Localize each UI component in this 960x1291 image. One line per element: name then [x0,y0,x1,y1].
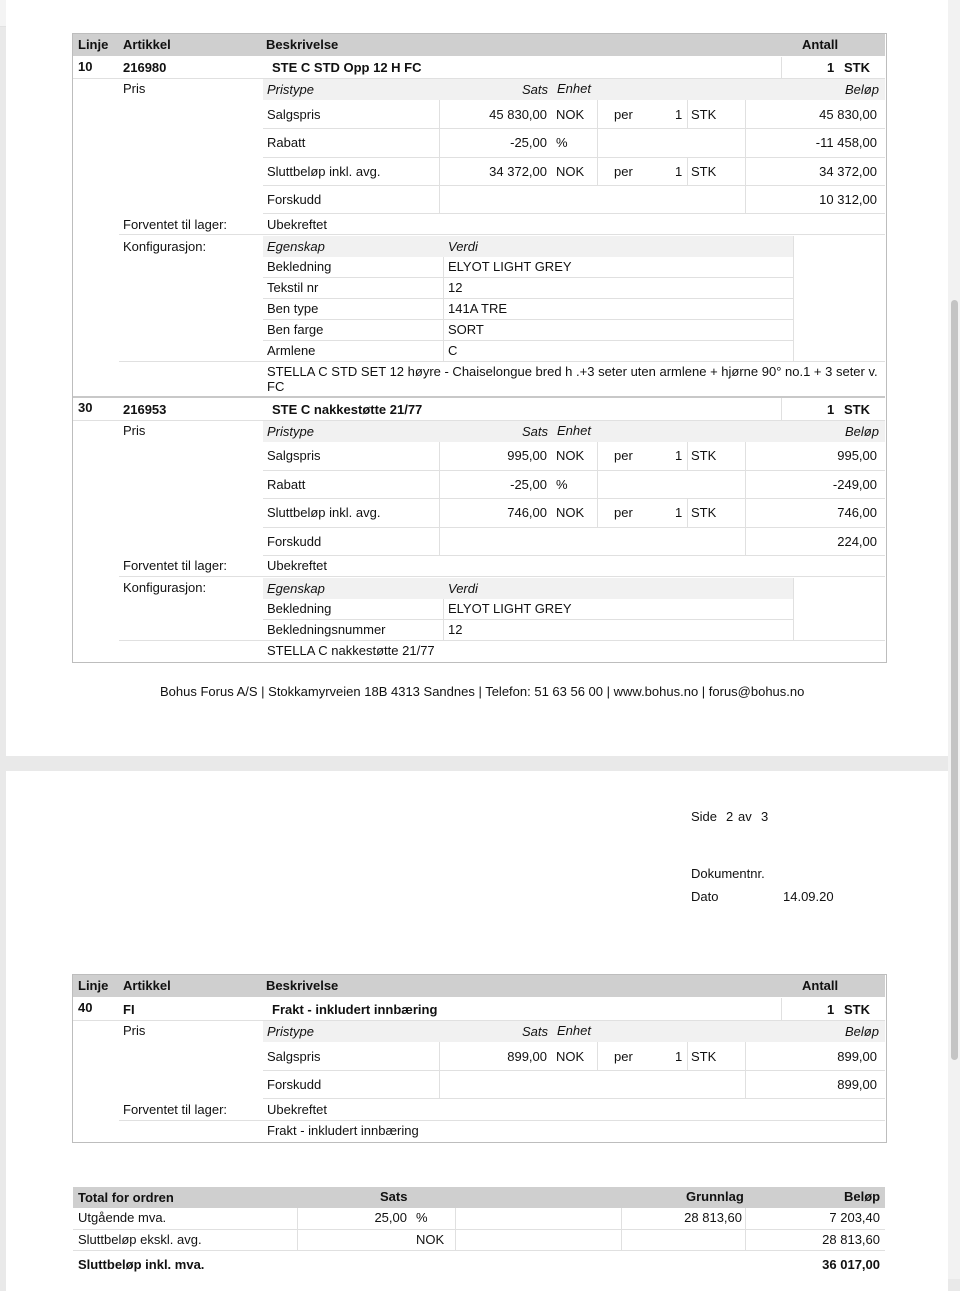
scrollbar-thumb[interactable] [951,300,958,1060]
line10-ph-pristype: Pristype [267,82,314,97]
line40-linje: 40 [78,1000,93,1015]
line30-ph-belop: Beløp [845,424,879,439]
line30-row1-belop: -249,00 [832,477,877,492]
line30-kh-egenskap: Egenskap [267,581,325,596]
line30-row1-enhet: % [556,477,568,492]
line10-row2-unit: STK [691,164,717,179]
line10-konfig-label: Konfigurasjon: [123,239,207,254]
totals-row0-sats: 25,00 [374,1210,407,1225]
line10-konfig4-v: C [448,343,458,358]
line10-row1-enhet: % [556,135,568,150]
line40-ph-belop: Beløp [845,1024,879,1039]
line10-konfig2-v: 141A TRE [448,301,508,316]
line40-forventet-value: Ubekreftet [267,1102,327,1117]
line10-konfig2-k: Ben type [267,301,319,316]
col-header-artikkel: Artikkel [123,978,171,993]
line10-konfig3-v: SORT [448,322,484,337]
side-current: 2 [726,809,734,824]
line10-kh-verdi: Verdi [448,239,478,254]
line30-row0-enhet: NOK [556,448,585,463]
totals-row0-grunnlag: 28 813,60 [684,1210,742,1225]
totals-row1-enhet: NOK [416,1232,445,1247]
line40-ph-pristype: Pristype [267,1024,314,1039]
line30-row1-sats: -25,00 [510,477,547,492]
line40-ph-enhet: Enhet [557,1023,591,1038]
line10-row0-qty: 1 [675,107,683,122]
line30-pris-label: Pris [123,423,146,438]
totals-final-value: 36 017,00 [822,1257,880,1272]
line40-antall-unit: STK [844,1002,870,1017]
col-header-beskrivelse: Beskrivelse [266,37,339,52]
line10-row2-per: per [614,164,633,179]
line30-ph-enhet: Enhet [557,423,591,438]
konfig-header-row [263,236,793,257]
totals-row1-belop: 28 813,60 [822,1232,880,1247]
col-header-antall: Antall [802,978,839,993]
company-footer: Bohus Forus A/S | Stokkamyrveien 18B 4313 Sandnes | Telefon: 51 63 56 00 | www.bohus.no | forus@bohus.no [160,684,805,699]
totals-row0-belop: 7 203,40 [829,1210,880,1225]
line40-antall-qty: 1 [827,1002,835,1017]
line40-beskrivelse: Frakt - inkludert innbæring [272,1002,438,1017]
line10-row0-belop: 45 830,00 [819,107,877,122]
line30-konfig-label: Konfigurasjon: [123,580,207,595]
line10-linje: 10 [78,59,93,74]
line30-antall-unit: STK [844,402,870,417]
line10-row2-enhet: NOK [556,164,585,179]
line10-row0-unit: STK [691,107,717,122]
line30-row2-sats: 746,00 [507,505,547,520]
line10-konfig1-k: Tekstil nr [267,280,319,295]
dokumentnr-label: Dokumentnr. [691,866,765,881]
line40-row0-unit: STK [691,1049,717,1064]
line40-row0-type: Salgspris [267,1049,321,1064]
totals-row0-label: Utgående mva. [78,1210,167,1225]
line40-row0-enhet: NOK [556,1049,585,1064]
col-header-beskrivelse: Beskrivelse [266,978,339,993]
line40-row0-belop: 899,00 [837,1049,877,1064]
totals-header-sats: Sats [380,1189,408,1204]
line10-row1-belop: -11 458,00 [815,135,877,150]
line10-ph-belop: Beløp [845,82,879,97]
table-header-row [73,975,885,997]
line10-row2-type: Sluttbeløp inkl. avg. [267,164,381,179]
table-header-row [73,34,885,56]
line10-forventet-label: Forventet til lager: [123,217,228,232]
line30-kh-verdi: Verdi [448,581,478,596]
line10-row2-sats: 34 372,00 [489,164,547,179]
line10-konfig0-k: Bekledning [267,259,332,274]
dato-label: Dato [691,889,719,904]
line10-row3-belop: 10 312,00 [819,192,877,207]
side-total: 3 [761,809,769,824]
totals-header-belop: Beløp [844,1189,881,1204]
line30-row2-belop: 746,00 [837,505,877,520]
line40-row0-sats: 899,00 [507,1049,547,1064]
line10-konfig4-k: Armlene [267,343,316,358]
line30-row1-type: Rabatt [267,477,306,492]
line10-konfig0-v: ELYOT LIGHT GREY [448,259,572,274]
line30-konfig0-k: Bekledning [267,601,332,616]
line30-linje: 30 [78,400,93,415]
line10-ph-sats: Sats [522,82,549,97]
line10-kh-egenskap: Egenskap [267,239,325,254]
line30-konfig1-v: 12 [448,622,463,637]
dato-value: 14.09.20 [783,889,834,904]
line10-row0-enhet: NOK [556,107,585,122]
line30-ph-sats: Sats [522,424,549,439]
line10-konfig1-v: 12 [448,280,463,295]
line30-beskrivelse: STE C nakkestøtte 21/77 [272,402,423,417]
totals-final-label: Sluttbeløp inkl. mva. [78,1257,205,1272]
line30-row3-type: Forskudd [267,534,322,549]
totals-header-row [73,1187,885,1208]
line40-artikkel: FI [123,1002,135,1017]
line10-artikkel: 216980 [123,60,167,75]
line10-row3-type: Forskudd [267,192,322,207]
line10-row2-qty: 1 [675,164,683,179]
totals-header-label: Total for ordren [78,1190,174,1205]
line30-row0-sats: 995,00 [507,448,547,463]
line30-row2-per: per [614,505,633,520]
totals-row0-enhet: % [416,1210,428,1225]
line40-forventet-label: Forventet til lager: [123,1102,228,1117]
side-av: av [738,809,752,824]
line10-row1-sats: -25,00 [510,135,547,150]
line30-note-1: STELLA C nakkestøtte 21/77 [267,643,435,658]
line10-row0-sats: 45 830,00 [489,107,547,122]
col-header-artikkel: Artikkel [123,37,171,52]
line30-row2-qty: 1 [675,505,683,520]
line10-forventet-value: Ubekreftet [267,217,327,232]
line10-row0-per: per [614,107,633,122]
cell-divider [781,57,782,78]
line10-note-2: FC [267,379,285,394]
line30-antall-qty: 1 [827,402,835,417]
line30-row2-enhet: NOK [556,505,585,520]
line30-ph-pristype: Pristype [267,424,314,439]
line40-row1-belop: 899,00 [837,1077,877,1092]
col-header-linje: Linje [78,978,109,993]
col-header-antall: Antall [802,37,839,52]
line30-row0-unit: STK [691,448,717,463]
line30-row2-unit: STK [691,505,717,520]
line10-antall-qty: 1 [827,60,835,75]
line40-row0-per: per [614,1049,633,1064]
line10-konfig3-k: Ben farge [267,322,324,337]
line30-forventet-label: Forventet til lager: [123,558,228,573]
totals-row1-label: Sluttbeløp ekskl. avg. [78,1232,202,1247]
line30-row0-per: per [614,448,633,463]
konfig-header-row [263,578,793,599]
line10-row2-belop: 34 372,00 [819,164,877,179]
line-separator [73,396,885,398]
line10-ph-enhet: Enhet [557,81,591,96]
line10-row0-type: Salgspris [267,107,321,122]
line10-note-1: STELLA C STD SET 12 høyre - Chaiselongue bred h .+3 seter uten armlene + hjørne 90° no.1 + 3 seter v. [267,364,878,379]
line40-note-1: Frakt - inkludert innbæring [267,1123,419,1138]
line30-row0-type: Salgspris [267,448,321,463]
line40-row0-qty: 1 [675,1049,683,1064]
line30-row2-type: Sluttbeløp inkl. avg. [267,505,381,520]
line30-konfig0-v: ELYOT LIGHT GREY [448,601,572,616]
line30-forventet-value: Ubekreftet [267,558,327,573]
line30-row3-belop: 224,00 [837,534,877,549]
totals-header-grunnlag: Grunnlag [686,1189,744,1204]
line10-row1-type: Rabatt [267,135,306,150]
side-label: Side [691,809,718,824]
line30-artikkel: 216953 [123,402,167,417]
line10-antall-unit: STK [844,60,870,75]
line10-beskrivelse: STE C STD Opp 12 H FC [272,60,422,75]
line40-pris-label: Pris [123,1023,146,1038]
line40-row1-type: Forskudd [267,1077,322,1092]
line10-pris-label: Pris [123,81,146,96]
line40-ph-sats: Sats [522,1024,549,1039]
line30-row0-qty: 1 [675,448,683,463]
col-header-linje: Linje [78,37,109,52]
line30-konfig1-k: Bekledningsnummer [267,622,386,637]
line30-row0-belop: 995,00 [837,448,877,463]
